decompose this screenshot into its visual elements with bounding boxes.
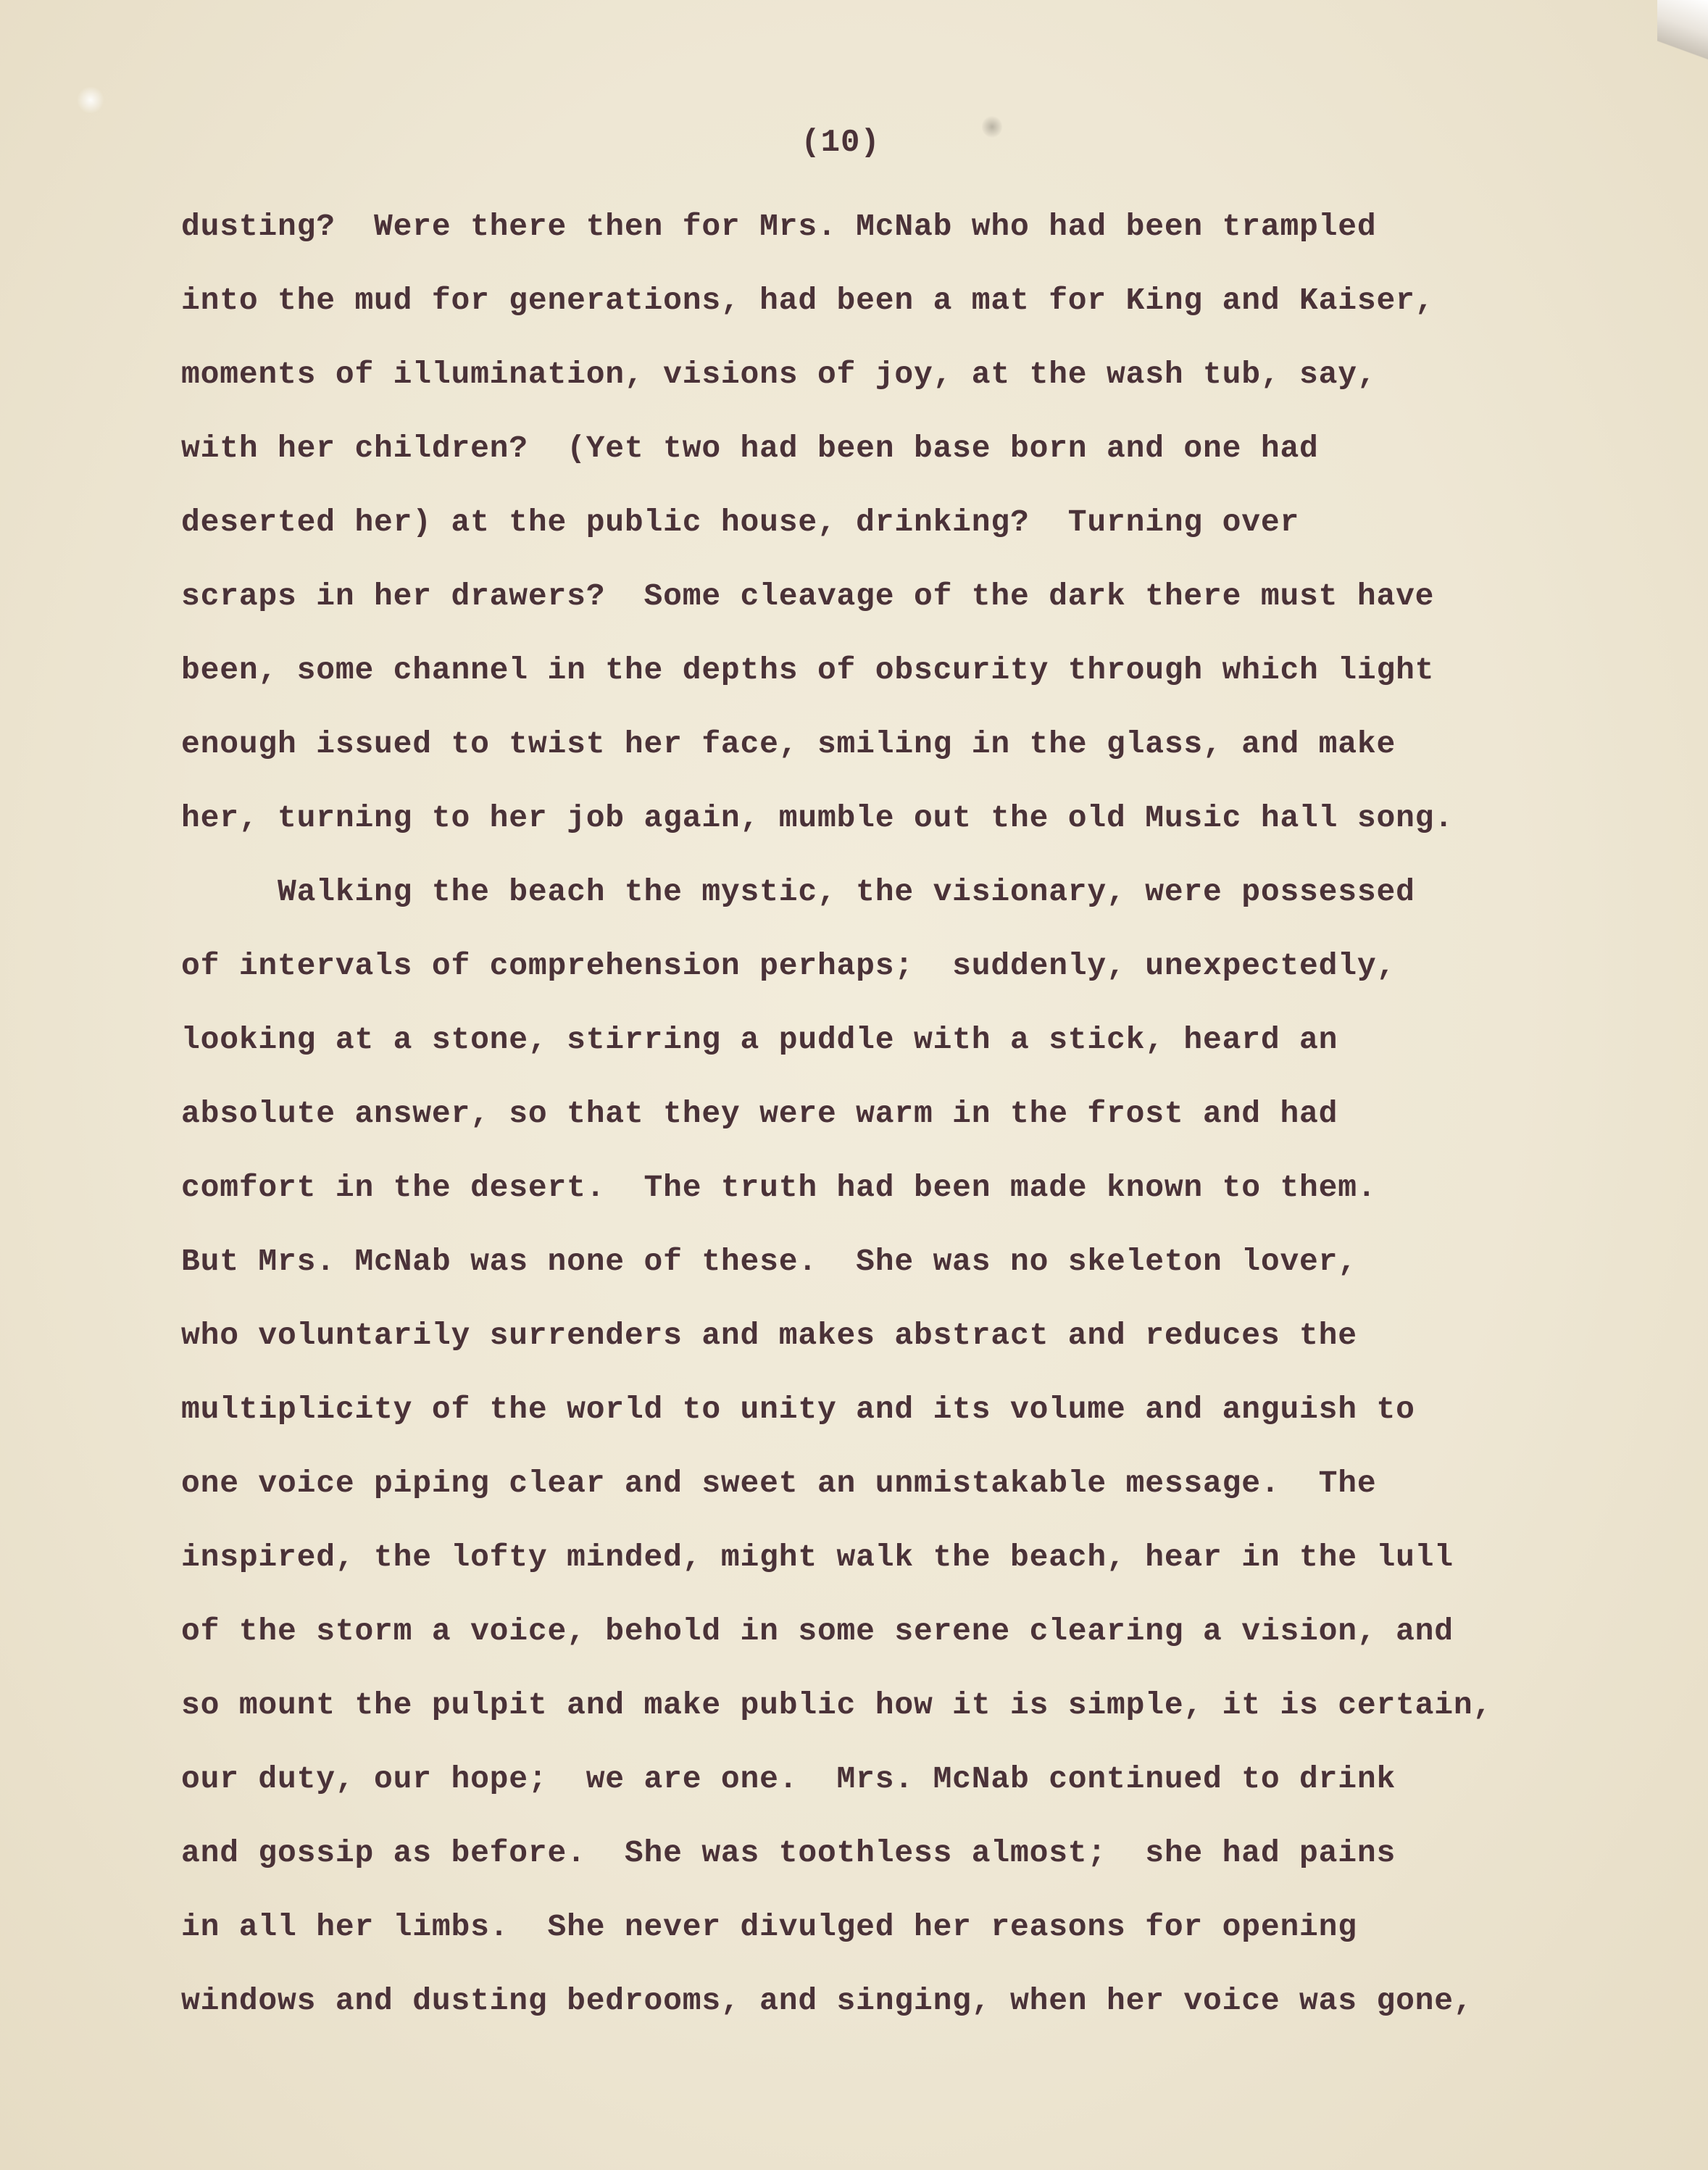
text-line: multiplicity of the world to unity and its volume and anguish to	[181, 1392, 1415, 1427]
text-line: But Mrs. McNab was none of these. She was no skeleton lover,	[181, 1244, 1357, 1279]
text-body	[181, 190, 1667, 2038]
text-line: into the mud for generations, had been a mat for King and Kaiser,	[181, 283, 1435, 318]
text-line: Walking the beach the mystic, the visionary, were possessed	[181, 874, 1415, 910]
page-number: (10)	[801, 125, 880, 161]
text-line: her, turning to her job again, mumble out the old Music hall song.	[181, 800, 1454, 836]
text-line: with her children? (Yet two had been base born and one had	[181, 431, 1319, 466]
text-line: looking at a stone, stirring a puddle with a stick, heard an	[181, 1022, 1338, 1057]
ink-smudge	[982, 116, 1002, 138]
text-line: comfort in the desert. The truth had been made known to them.	[181, 1170, 1377, 1205]
text-line: enough issued to twist her face, smiling in the glass, and make	[181, 726, 1396, 762]
text-line: inspired, the lofty minded, might walk the beach, hear in the lull	[181, 1539, 1454, 1575]
text-line: absolute answer, so that they were warm in the frost and had	[181, 1096, 1338, 1131]
text-line: dusting? Were there then for Mrs. McNab who had been trampled	[181, 209, 1377, 244]
text-line: so mount the pulpit and make public how it is simple, it is certain,	[181, 1687, 1493, 1723]
text-line: windows and dusting bedrooms, and singing, when her voice was gone,	[181, 1983, 1473, 2019]
text-line: in all her limbs. She never divulged her reasons for opening	[181, 1909, 1357, 1945]
text-line: deserted her) at the public house, drinking? Turning over	[181, 504, 1300, 540]
text-line: scraps in her drawers? Some cleavage of the dark there must have	[181, 578, 1435, 614]
page-corner-curl	[1657, 0, 1708, 80]
text-line: moments of illumination, visions of joy, at the wash tub, say,	[181, 357, 1377, 392]
text-line: our duty, our hope; we are one. Mrs. McNab continued to drink	[181, 1761, 1396, 1797]
text-line: of the storm a voice, behold in some serene clearing a vision, and	[181, 1613, 1454, 1649]
text-line: been, some channel in the depths of obscurity through which light	[181, 652, 1435, 688]
text-line: of intervals of comprehension perhaps; suddenly, unexpectedly,	[181, 948, 1396, 984]
text-line: and gossip as before. She was toothless almost; she had pains	[181, 1835, 1396, 1871]
paper-edge-mark	[76, 87, 105, 113]
text-line: who voluntarily surrenders and makes abstract and reduces the	[181, 1318, 1357, 1353]
text-line: one voice piping clear and sweet an unmistakable message. The	[181, 1466, 1377, 1501]
